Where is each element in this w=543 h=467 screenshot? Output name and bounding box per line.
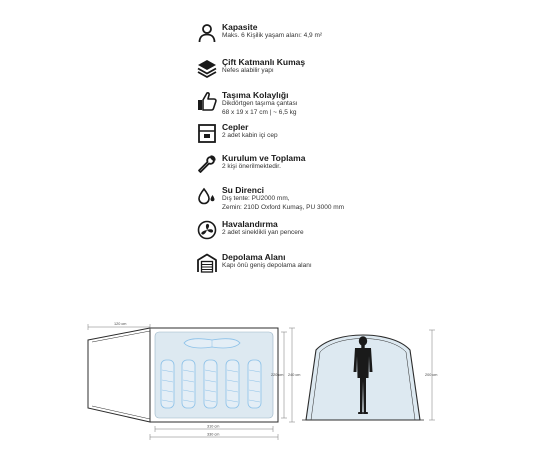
feature-desc: Kapı önü geniş depolama alanı — [222, 262, 312, 269]
dim-inner-length: 310 cm — [207, 424, 220, 429]
feature-title: Havalandırma — [222, 219, 278, 229]
feature-desc: 68 x 19 x 17 cm | ~ 6,5 kg — [222, 108, 297, 116]
storage-garage-icon — [196, 252, 218, 274]
wrench-icon — [196, 153, 218, 175]
pocket-icon — [196, 122, 218, 144]
sleeping-bag — [248, 360, 261, 408]
dim-total-width: 240 cm — [288, 373, 301, 377]
sleeping-bag — [161, 360, 174, 408]
feature-desc: Nefes alabilir yapı — [222, 67, 274, 74]
sleeping-bag — [204, 360, 217, 408]
feature-desc: Dış tente: PU2000 mm, — [222, 195, 290, 202]
feature-desc: 2 kişi önerilmektedir. — [222, 163, 281, 170]
thumbs-up-icon — [196, 90, 218, 112]
feature-desc: 2 adet sineklikli yan pencere — [222, 229, 304, 236]
feature-title: Taşıma Kolaylığı — [222, 90, 289, 100]
tent-outer-outline — [88, 328, 150, 422]
feature-title: Cepler — [222, 122, 249, 132]
feature-desc: Dikdörtgen taşıma çantası — [222, 100, 298, 107]
feature-title: Su Direnci — [222, 185, 265, 195]
feature-title: Çift Katmanlı Kumaş — [222, 57, 306, 67]
feature-desc: Maks. 6 Kişilik yaşam alanı: 4,9 m² — [222, 32, 323, 39]
ventilation-fan-icon — [196, 219, 218, 241]
dim-height: 200 cm — [425, 373, 438, 377]
person-icon — [196, 22, 218, 44]
sleeping-bag — [182, 360, 195, 408]
feature-desc: 2 adet kabin içi cep — [222, 132, 278, 139]
dim-total-length: 330 cm — [207, 432, 220, 437]
sleeping-bag — [226, 360, 239, 408]
feature-desc: Zemin: 210D Oxford Kumaş, PU 3000 mm — [222, 203, 345, 211]
feature-title: Kapasite — [222, 22, 258, 32]
water-drop-icon — [196, 185, 218, 207]
feature-title: Kurulum ve Toplama — [222, 153, 306, 163]
dim-inner-width: 220 cm — [271, 373, 284, 377]
tent-top-view — [88, 328, 278, 422]
layers-icon — [196, 57, 218, 79]
sleeping-bag-horizontal — [184, 339, 240, 348]
tent-dimension-diagram — [0, 300, 543, 467]
dim-vestibule-width: 120 cm — [114, 322, 127, 326]
feature-title: Depolama Alanı — [222, 252, 286, 262]
